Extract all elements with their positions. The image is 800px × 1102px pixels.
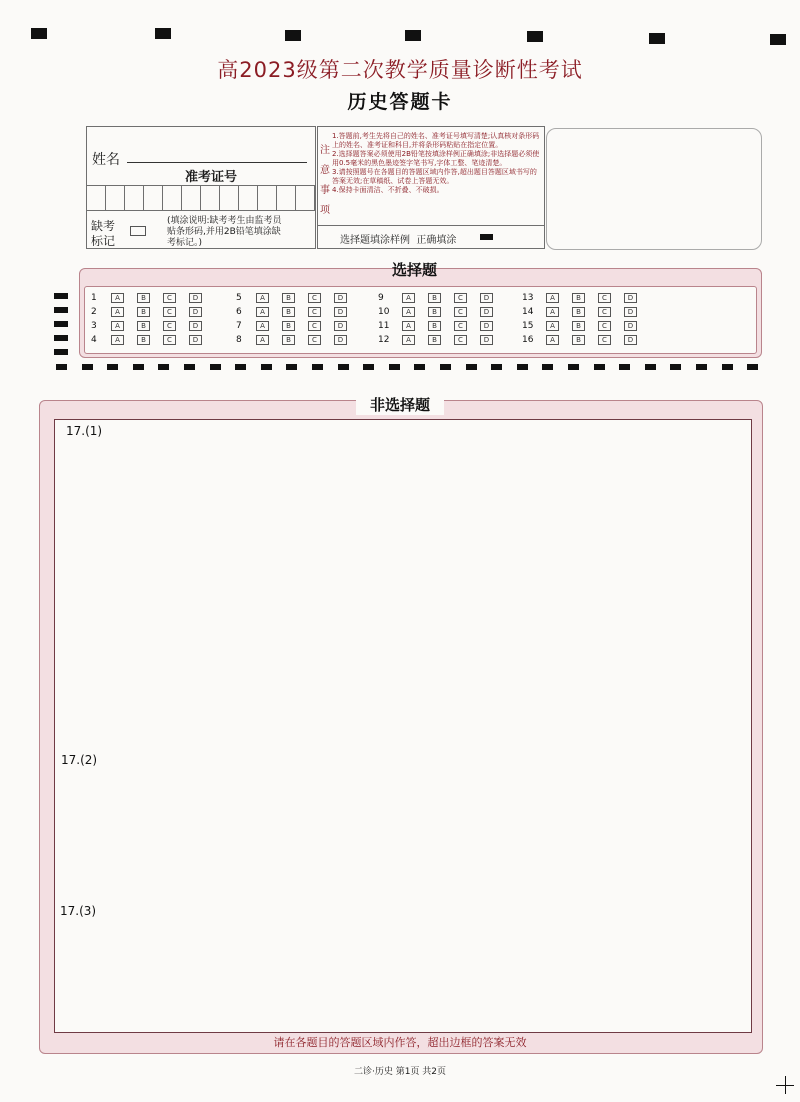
nonchoice-section-title: 非选择题: [356, 394, 444, 415]
question-number: 6: [236, 307, 242, 317]
barcode-area: [546, 128, 762, 250]
answer-bubble[interactable]: C: [308, 307, 321, 317]
question-number: 13: [522, 293, 534, 303]
answer-bubble[interactable]: D: [624, 335, 637, 345]
timing-dash: [645, 364, 656, 370]
timing-mark: [770, 34, 786, 45]
choice-question-row: [236, 321, 360, 332]
fill-sample-mark: [480, 234, 493, 240]
timing-mark: [155, 28, 171, 39]
footer-warning: 请在各题目的答题区域内作答，超出边框的答案无效: [273, 1036, 527, 1049]
question-number: 9: [378, 293, 384, 303]
timing-dash: [210, 364, 221, 370]
timing-dash: [261, 364, 272, 370]
name-field[interactable]: [127, 161, 307, 163]
timing-dash: [440, 364, 451, 370]
timing-dash: [133, 364, 144, 370]
absent-checkbox[interactable]: [130, 226, 146, 236]
question-number: 14: [522, 307, 534, 317]
answer-bubble[interactable]: A: [256, 335, 269, 345]
answer-bubble[interactable]: C: [454, 293, 467, 303]
question-number: 11: [378, 321, 390, 331]
notes-box: [317, 126, 545, 249]
answer-bubble[interactable]: D: [480, 307, 493, 317]
side-timing-mark: [54, 335, 68, 341]
question-number: 12: [378, 335, 390, 345]
side-timing-mark: [54, 349, 68, 355]
question-number: 7: [236, 321, 242, 331]
answer-bubble[interactable]: A: [111, 293, 124, 303]
timing-dash: [56, 364, 67, 370]
name-label: 姓名: [92, 152, 120, 168]
timing-dash: [286, 364, 297, 370]
answer-bubble[interactable]: B: [137, 307, 150, 317]
answer-bubble[interactable]: C: [598, 307, 611, 317]
choice-question-row: [378, 335, 506, 346]
answer-bubble[interactable]: D: [480, 335, 493, 345]
page-footer: 二诊·历史 第1页 共2页: [353, 1067, 447, 1077]
timing-dash: [82, 364, 93, 370]
answer-bubble[interactable]: C: [163, 293, 176, 303]
timing-mark: [405, 30, 421, 41]
timing-dash: [747, 364, 758, 370]
nonchoice-section: [39, 400, 763, 1054]
timing-dash: [107, 364, 118, 370]
answer-bubble[interactable]: D: [189, 321, 202, 331]
timing-mark: [31, 28, 47, 39]
timing-dash: [466, 364, 477, 370]
answer-bubble[interactable]: A: [256, 293, 269, 303]
answer-bubble[interactable]: D: [334, 321, 347, 331]
answer-bubble[interactable]: A: [111, 307, 124, 317]
answer-bubble[interactable]: C: [163, 307, 176, 317]
question-number: 1: [91, 293, 97, 303]
answer-bubble[interactable]: B: [572, 321, 585, 331]
answer-bubble[interactable]: D: [334, 293, 347, 303]
answer-bubble[interactable]: A: [256, 307, 269, 317]
answer-bubble[interactable]: A: [111, 321, 124, 331]
answer-bubble[interactable]: C: [308, 293, 321, 303]
note-item: 2.选择题答案必须使用2B铅笔按填涂样例正确填涂;非选择题必须使用0.5毫米的黑色墨迹签字笔书写,字体工整、笔迹清楚。: [332, 150, 540, 167]
answer-bubble[interactable]: A: [546, 321, 559, 331]
answer-bubble[interactable]: D: [189, 335, 202, 345]
answer-bubble[interactable]: C: [308, 321, 321, 331]
answer-bubble[interactable]: D: [480, 293, 493, 303]
answer-bubble[interactable]: B: [137, 293, 150, 303]
answer-area[interactable]: [54, 419, 752, 1033]
choice-question-row: [522, 293, 650, 304]
answer-bubble[interactable]: D: [624, 307, 637, 317]
timing-dash: [414, 364, 425, 370]
answer-bubble[interactable]: B: [428, 307, 441, 317]
note-item: 3.请按照题号在各题目的答题区域内作答,超出题目答题区域书写的答案无效;在草稿纸、试卷上答题无效。: [332, 168, 537, 185]
choice-question-row: [91, 307, 215, 318]
timing-mark: [527, 31, 543, 42]
choice-question-row: [91, 293, 215, 304]
answer-bubble[interactable]: A: [546, 307, 559, 317]
answer-bubble[interactable]: B: [282, 335, 295, 345]
note-item: 4.保持卡面清洁、不折叠、不破损。: [332, 186, 444, 194]
choice-question-row: [522, 321, 650, 332]
answer-bubble[interactable]: D: [624, 293, 637, 303]
answer-bubble[interactable]: B: [137, 321, 150, 331]
answer-bubble[interactable]: C: [308, 335, 321, 345]
answer-bubble[interactable]: A: [256, 321, 269, 331]
question-number: 5: [236, 293, 242, 303]
question-number: 8: [236, 335, 242, 345]
registration-mark: [785, 1076, 786, 1094]
timing-dash: [363, 364, 374, 370]
page-subtitle: 历史答题卡: [347, 91, 453, 113]
note-item: 1.答题前,考生先将自己的姓名、准考证号填写清楚;认真核对条形码上的姓名、准考证和科目,并将条形码粘贴在指定位置。: [332, 132, 540, 149]
timing-dash: [389, 364, 400, 370]
page-title: 高2023级第二次教学质量诊断性考试: [217, 58, 583, 82]
answer-bubble[interactable]: A: [402, 321, 415, 331]
question-number: 10: [378, 307, 390, 317]
notes-list: [332, 132, 540, 195]
exam-id-label: 准考证号: [185, 170, 238, 185]
student-info-box: [86, 126, 316, 249]
timing-dash: [594, 364, 605, 370]
timing-dash: [722, 364, 733, 370]
timing-dash: [158, 364, 169, 370]
answer-bubble[interactable]: B: [428, 321, 441, 331]
choice-question-row: [236, 293, 360, 304]
timing-dash: [491, 364, 502, 370]
answer-bubble[interactable]: B: [282, 307, 295, 317]
answer-bubble[interactable]: D: [334, 335, 347, 345]
timing-dash: [235, 364, 246, 370]
answer-bubble[interactable]: C: [598, 321, 611, 331]
answer-bubble[interactable]: C: [163, 335, 176, 345]
answer-bubble[interactable]: C: [598, 335, 611, 345]
timing-mark: [285, 30, 301, 41]
notes-side-label: 注 意 事 项: [320, 145, 330, 216]
answer-bubble[interactable]: A: [402, 307, 415, 317]
answer-bubble[interactable]: B: [572, 293, 585, 303]
answer-bubble[interactable]: D: [189, 293, 202, 303]
answer-bubble[interactable]: B: [572, 335, 585, 345]
question-number: 3: [91, 321, 97, 331]
choice-question-row: [522, 335, 650, 346]
absent-label: 标记: [91, 234, 116, 248]
timing-dash: [542, 364, 553, 370]
choice-question-row: [378, 321, 506, 332]
answer-bubble[interactable]: D: [480, 321, 493, 331]
timing-dash: [338, 364, 349, 370]
side-timing-mark: [54, 293, 68, 299]
choice-question-row: [91, 321, 215, 332]
choice-question-row: [91, 335, 215, 346]
choice-question-row: [236, 335, 360, 346]
absent-note: (填涂说明:缺考考生由监考员贴条形码,并用2B铅笔填涂缺考标记。): [167, 216, 282, 248]
timing-dash: [568, 364, 579, 370]
answer-bubble[interactable]: A: [546, 293, 559, 303]
question-label: 17.(1): [66, 424, 103, 438]
answer-bubble[interactable]: C: [454, 307, 467, 317]
timing-dash: [184, 364, 195, 370]
choice-question-row: [378, 293, 506, 304]
answer-bubble[interactable]: A: [546, 335, 559, 345]
answer-bubble[interactable]: D: [624, 321, 637, 331]
timing-dash: [619, 364, 630, 370]
answer-bubble[interactable]: B: [572, 307, 585, 317]
answer-bubble[interactable]: A: [402, 293, 415, 303]
side-timing-mark: [54, 307, 68, 313]
question-label: 17.(3): [60, 904, 97, 918]
answer-bubble[interactable]: B: [137, 335, 150, 345]
answer-bubble[interactable]: C: [163, 321, 176, 331]
question-number: 2: [91, 307, 97, 317]
answer-bubble[interactable]: B: [282, 293, 295, 303]
answer-bubble[interactable]: C: [598, 293, 611, 303]
question-number: 15: [522, 321, 534, 331]
answer-bubble[interactable]: C: [454, 335, 467, 345]
timing-dash: [517, 364, 528, 370]
timing-dash: [670, 364, 681, 370]
question-label: 17.(2): [61, 753, 98, 767]
absent-label: 缺考: [91, 219, 116, 233]
timing-dash: [312, 364, 323, 370]
choice-question-row: [236, 307, 360, 318]
question-number: 4: [91, 335, 97, 345]
choice-question-row: [378, 307, 506, 318]
answer-bubble[interactable]: B: [428, 335, 441, 345]
answer-bubble[interactable]: D: [189, 307, 202, 317]
answer-bubble[interactable]: A: [402, 335, 415, 345]
answer-bubble[interactable]: D: [334, 307, 347, 317]
answer-bubble[interactable]: C: [454, 321, 467, 331]
answer-bubble[interactable]: A: [111, 335, 124, 345]
choice-section-title: 选择题: [392, 261, 438, 279]
choice-question-row: [522, 307, 650, 318]
fill-sample-label: 选择题填涂样例 正确填涂: [340, 235, 457, 246]
question-number: 16: [522, 335, 534, 345]
exam-id-grid[interactable]: [87, 185, 315, 211]
timing-mark: [649, 33, 665, 44]
answer-bubble[interactable]: B: [428, 293, 441, 303]
side-timing-mark: [54, 321, 68, 327]
timing-dash: [696, 364, 707, 370]
answer-bubble[interactable]: B: [282, 321, 295, 331]
